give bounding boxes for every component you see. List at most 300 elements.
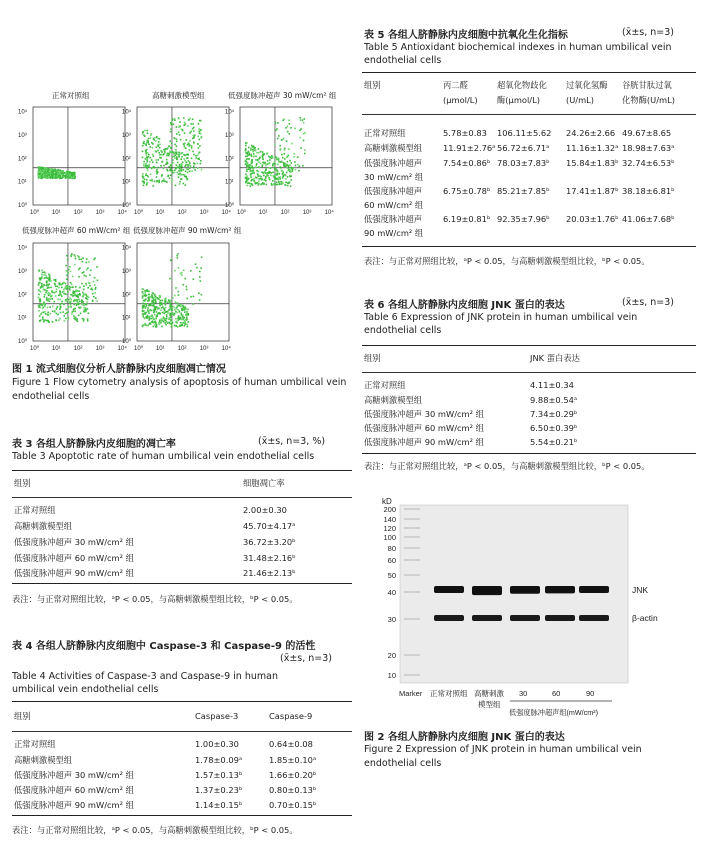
table-4-header-group: 组别 (14, 711, 31, 721)
flow-event-dot (147, 311, 149, 313)
flow-event-dot (38, 290, 40, 292)
flow-event-dot (43, 320, 45, 322)
flow-event-dot (156, 316, 158, 318)
flow-event-dot (283, 153, 285, 155)
flow-event-dot (60, 312, 62, 314)
table-5-note: 表注：与正常对照组比较，ᵃP < 0.05，与高糖刺激模型组比较，ᵇP < 0.05。 (364, 256, 650, 266)
table-5-cell-value: 41.06±7.68ᵇ (622, 214, 675, 224)
flow-event-dot (42, 272, 44, 274)
flow-event-dot (248, 168, 250, 170)
x-axis-tick-label: 10⁰ (30, 346, 40, 350)
flow-event-dot (283, 138, 285, 140)
table-6-cell-group: 正常对照组 (364, 380, 406, 390)
flow-event-dot (49, 300, 51, 302)
table-6-cell-group: 低强度脉冲超声 90 mW/cm² 组 (364, 437, 484, 447)
flow-event-dot (61, 295, 63, 297)
table-3-stat: (x̄±s, n=3, %) (258, 436, 326, 447)
flow-event-dot (38, 171, 40, 173)
flow-event-dot (151, 296, 153, 298)
flow-event-dot (59, 172, 61, 174)
flow-event-dot (249, 153, 251, 155)
flow-event-dot (191, 158, 193, 160)
flow-event-dot (286, 156, 288, 158)
flow-event-dot (168, 145, 170, 147)
flow-event-dot (56, 288, 58, 290)
flow-event-dot (92, 300, 94, 302)
flow-event-dot (181, 164, 183, 166)
flow-event-dot (142, 316, 144, 318)
flow-event-dot (171, 124, 173, 126)
flow-event-dot (256, 163, 258, 165)
y-axis-tick-label: 10³ (18, 269, 27, 275)
flow-event-dot (302, 119, 304, 121)
flow-event-dot (182, 314, 184, 316)
jnk-band (434, 586, 464, 593)
flow-event-dot (80, 306, 82, 308)
table-6-header-jnk: JNK 蛋白表达 (530, 353, 580, 363)
flow-event-dot (256, 170, 258, 172)
flow-event-dot (96, 300, 98, 302)
y-axis-tick-label: 10⁴ (122, 245, 132, 252)
band-label-beta-actin: β-actin (632, 613, 658, 623)
table-5-header: 谷胱甘肽过氧 (622, 80, 672, 90)
flow-event-dot (201, 169, 203, 171)
flow-event-dot (44, 304, 46, 306)
flow-event-dot (188, 146, 190, 148)
flow-event-dot (159, 321, 161, 323)
flow-event-dot (75, 317, 77, 319)
flow-event-dot (251, 163, 253, 165)
flow-event-dot (176, 145, 178, 147)
flow-event-dot (186, 164, 188, 166)
table-3-cell-group: 正常对照组 (14, 505, 56, 515)
table-4-title: 表 4 各组人脐静脉内皮细胞中 Caspase-3 和 Caspase-9 的活性 (12, 641, 316, 652)
flow-event-dot (189, 161, 191, 163)
flow-event-dot (166, 163, 168, 165)
flow-event-dot (199, 271, 201, 273)
flow-event-dot (166, 314, 168, 316)
flow-event-dot (184, 165, 186, 167)
flow-event-dot (55, 295, 57, 297)
table-5-cell-group: 60 mW/cm² 组 (364, 200, 424, 210)
flow-event-dot (286, 172, 288, 174)
flow-event-dot (197, 143, 199, 145)
flow-event-dot (178, 176, 180, 178)
flow-event-dot (159, 319, 161, 321)
flow-event-dot (200, 280, 202, 282)
flow-event-dot (262, 164, 264, 166)
flow-event-dot (185, 123, 187, 125)
x-axis-tick-label: 10² (280, 210, 290, 216)
flow-event-dot (288, 168, 290, 170)
table-3-header-rate: 细胞凋亡率 (243, 478, 285, 488)
flow-event-dot (78, 315, 80, 317)
flow-event-dot (265, 165, 267, 167)
flow-event-dot (279, 176, 281, 178)
flow-event-dot (74, 172, 76, 174)
flow-event-dot (282, 173, 284, 175)
flow-event-dot (277, 138, 279, 140)
flow-event-dot (294, 128, 296, 130)
table-4-cell-caspase9: 0.70±0.15ᵇ (269, 800, 317, 810)
flow-event-dot (143, 161, 145, 163)
flow-event-dot (167, 302, 169, 304)
flow-event-dot (160, 165, 162, 167)
flow-event-dot (79, 301, 81, 303)
flow-event-dot (164, 318, 166, 320)
flow-event-dot (175, 149, 177, 151)
flow-event-dot (287, 131, 289, 133)
flow-event-dot (149, 323, 151, 325)
flow-event-dot (168, 309, 170, 311)
flow-event-dot (148, 144, 150, 146)
flow-event-dot (185, 314, 187, 316)
flow-event-dot (89, 285, 91, 287)
flow-panel-frame (33, 107, 125, 205)
table-5-cell-value: 49.67±8.65 (622, 128, 672, 138)
flow-event-dot (186, 286, 188, 288)
flow-event-dot (163, 316, 165, 318)
flow-event-dot (87, 318, 89, 320)
flow-event-dot (49, 293, 51, 295)
flow-event-dot (180, 317, 182, 319)
flow-panel-frame (137, 107, 229, 205)
flow-event-dot (54, 284, 56, 286)
flow-event-dot (87, 320, 89, 322)
flow-event-dot (150, 318, 152, 320)
flow-event-dot (275, 122, 277, 124)
flow-event-dot (60, 170, 62, 172)
flow-event-dot (65, 309, 67, 311)
flow-event-dot (83, 318, 85, 320)
panel-label-lipus60: 低强度脉冲超声 60 mW/cm² 组 (22, 226, 131, 235)
flow-event-dot (178, 118, 180, 120)
flow-event-dot (169, 304, 171, 306)
flow-event-dot (149, 161, 151, 163)
figure-2-caption-en: Figure 2 Expression of JNK protein in human umbilical vein endothelial cells (364, 744, 642, 769)
flow-event-dot (273, 183, 275, 185)
flow-event-dot (180, 166, 182, 168)
flow-event-dot (159, 154, 161, 156)
flow-event-dot (281, 182, 283, 184)
jnk-band (472, 586, 502, 595)
flow-event-dot (152, 167, 154, 169)
flow-event-dot (154, 324, 156, 326)
flow-event-dot (266, 184, 268, 186)
table-5-cell-group: 低强度脉冲超声 (364, 158, 423, 168)
flow-event-dot (72, 276, 74, 278)
flow-event-dot (176, 306, 178, 308)
flow-event-dot (288, 166, 290, 168)
flow-event-dot (93, 296, 95, 298)
flow-event-dot (189, 171, 191, 173)
flow-event-dot (181, 178, 183, 180)
flow-event-dot (52, 321, 54, 323)
flow-event-dot (45, 272, 47, 274)
flow-event-dot (87, 287, 89, 289)
flow-event-dot (45, 277, 47, 279)
table-3-cell-group: 低强度脉冲超声 90 mW/cm² 组 (14, 568, 134, 578)
table-6-cell-jnk: 4.11±0.34 (530, 380, 574, 390)
flow-event-dot (263, 175, 265, 177)
y-axis-tick-label: 10⁴ (18, 245, 28, 252)
flow-event-dot (174, 313, 176, 315)
flow-event-dot (189, 118, 191, 120)
flow-event-dot (269, 171, 271, 173)
flow-event-dot (169, 150, 171, 152)
x-axis-tick-label: 10¹ (155, 210, 165, 216)
flow-event-dot (158, 180, 160, 182)
flow-event-dot (180, 158, 182, 160)
flow-event-dot (94, 257, 96, 259)
flow-event-dot (150, 303, 152, 305)
table-5-cell-group: 正常对照组 (364, 128, 406, 138)
flow-event-dot (152, 316, 154, 318)
flow-event-dot (165, 304, 167, 306)
flow-cytometry-panels (0, 85, 360, 350)
flow-event-dot (184, 176, 186, 178)
y-axis-tick-label: 10¹ (18, 315, 27, 322)
flow-event-dot (263, 155, 265, 157)
flow-event-dot (142, 295, 144, 297)
flow-event-dot (184, 307, 186, 309)
marker-weight-label: 50 (387, 571, 396, 580)
flow-event-dot (44, 167, 46, 169)
flow-event-dot (165, 301, 167, 303)
flow-event-dot (255, 166, 257, 168)
flow-event-dot (168, 166, 170, 168)
flow-event-dot (42, 169, 44, 171)
flow-event-dot (70, 306, 72, 308)
flow-event-dot (73, 304, 75, 306)
flow-event-dot (183, 158, 185, 160)
flow-event-dot (158, 144, 160, 146)
flow-event-dot (185, 139, 187, 141)
flow-event-dot (170, 303, 172, 305)
flow-event-dot (158, 182, 160, 184)
flow-event-dot (166, 155, 168, 157)
flow-event-dot (145, 324, 147, 326)
table-6-cell-jnk: 6.50±0.39ᵇ (530, 423, 578, 433)
flow-event-dot (159, 157, 161, 159)
flow-event-dot (277, 184, 279, 186)
flow-event-dot (157, 159, 159, 161)
flow-event-dot (41, 167, 43, 169)
flow-event-dot (97, 280, 99, 282)
table-5-title: 表 5 各组人脐静脉内皮细胞中抗氧化生化指标 (364, 30, 568, 41)
flow-event-dot (181, 156, 183, 158)
flow-event-dot (281, 154, 283, 156)
flow-event-dot (40, 313, 42, 315)
flow-event-dot (177, 167, 179, 169)
flow-event-dot (56, 320, 58, 322)
flow-event-dot (271, 183, 273, 185)
flow-event-dot (148, 312, 150, 314)
flow-event-dot (156, 324, 158, 326)
flow-event-dot (72, 311, 74, 313)
flow-event-dot (278, 173, 280, 175)
flow-event-dot (85, 303, 87, 305)
flow-event-dot (277, 122, 279, 124)
flow-event-dot (174, 152, 176, 154)
flow-event-dot (146, 154, 148, 156)
flow-event-dot (175, 167, 177, 169)
flow-event-dot (274, 144, 276, 146)
flow-event-dot (185, 171, 187, 173)
x-axis-tick-label: 10⁰ (30, 210, 40, 216)
lane-label-control: 正常对照组 (430, 689, 468, 698)
flow-event-dot (171, 306, 173, 308)
flow-event-dot (162, 312, 164, 314)
flow-event-dot (269, 157, 271, 159)
flow-event-dot (76, 295, 78, 297)
flow-event-dot (61, 301, 63, 303)
flow-event-dot (178, 131, 180, 133)
beta-actin-band (510, 615, 540, 621)
flow-event-dot (148, 138, 150, 140)
flow-event-dot (174, 118, 176, 120)
flow-event-dot (43, 289, 45, 291)
flow-event-dot (50, 313, 52, 315)
flow-event-dot (178, 166, 180, 168)
flow-event-dot (246, 142, 248, 144)
flow-event-dot (151, 168, 153, 170)
flow-event-dot (67, 272, 69, 274)
flow-event-dot (151, 294, 153, 296)
marker-weight-label: 40 (387, 588, 396, 597)
flow-event-dot (65, 313, 67, 315)
flow-event-dot (73, 309, 75, 311)
flow-event-dot (151, 321, 153, 323)
flow-event-dot (50, 298, 52, 300)
flow-event-dot (142, 157, 144, 159)
flow-event-dot (157, 167, 159, 169)
flow-event-dot (150, 296, 152, 298)
table-6-cell-group: 低强度脉冲超声 30 mW/cm² 组 (364, 409, 484, 419)
flow-event-dot (179, 134, 181, 136)
flow-event-dot (88, 296, 90, 298)
flow-event-dot (288, 155, 290, 157)
flow-event-dot (278, 160, 280, 162)
flow-event-dot (86, 262, 88, 264)
flow-event-dot (245, 163, 247, 165)
flow-event-dot (145, 312, 147, 314)
flow-event-dot (184, 309, 186, 311)
flow-event-dot (178, 291, 180, 293)
flow-event-dot (67, 259, 69, 261)
flow-event-dot (261, 166, 263, 168)
flow-event-dot (249, 185, 251, 187)
flow-event-dot (71, 177, 73, 179)
flow-event-dot (150, 304, 152, 306)
flow-event-dot (276, 181, 278, 183)
flow-event-dot (72, 295, 74, 297)
flow-event-dot (72, 173, 74, 175)
flow-event-dot (38, 175, 40, 177)
flow-event-dot (66, 312, 68, 314)
flow-event-dot (256, 177, 258, 179)
table-6-cell-jnk: 5.54±0.21ᵇ (530, 437, 578, 447)
flow-event-dot (152, 161, 154, 163)
table-5-header: 过氧化氢酶 (566, 80, 608, 90)
flow-event-dot (156, 311, 158, 313)
flow-event-dot (50, 287, 52, 289)
flow-event-dot (246, 185, 248, 187)
flow-event-dot (170, 122, 172, 124)
flow-event-dot (250, 175, 252, 177)
flow-event-dot (251, 159, 253, 161)
flow-event-dot (66, 278, 68, 280)
table-4-cell-caspase3: 1.00±0.30 (195, 739, 239, 749)
flow-event-dot (290, 171, 292, 173)
flow-event-dot (165, 307, 167, 309)
flow-event-dot (181, 324, 183, 326)
flow-event-dot (175, 321, 177, 323)
flow-event-dot (74, 311, 76, 313)
flow-event-dot (169, 317, 171, 319)
marker-weight-label: 200 (383, 505, 396, 514)
flow-event-dot (279, 145, 281, 147)
x-axis-tick-label: 10² (177, 346, 187, 350)
flow-event-dot (149, 315, 151, 317)
flow-event-dot (258, 180, 260, 182)
table-4-title-en: Table 4 Activities of Caspase-3 and Caspase-9 in human umbilical vein endothelial cells (12, 671, 278, 695)
flow-event-dot (151, 310, 153, 312)
flow-event-dot (142, 145, 144, 147)
flow-event-dot (142, 133, 144, 135)
flow-event-dot (255, 159, 257, 161)
flow-event-dot (94, 277, 96, 279)
flow-event-dot (147, 165, 149, 167)
flow-event-dot (156, 176, 158, 178)
flow-event-dot (163, 165, 165, 167)
flow-event-dot (159, 147, 161, 149)
flow-event-dot (173, 155, 175, 157)
flow-event-dot (57, 299, 59, 301)
flow-event-dot (48, 298, 50, 300)
flow-event-dot (39, 176, 41, 178)
flow-event-dot (63, 304, 65, 306)
flow-event-dot (146, 130, 148, 132)
flow-event-dot (162, 180, 164, 182)
flow-event-dot (180, 324, 182, 326)
flow-event-dot (247, 165, 249, 167)
flow-event-dot (171, 166, 173, 168)
flow-event-dot (177, 320, 179, 322)
flow-event-dot (52, 306, 54, 308)
flow-event-dot (187, 169, 189, 171)
flow-event-dot (74, 176, 76, 178)
x-axis-tick-label: 10¹ (51, 346, 61, 350)
flow-event-dot (172, 159, 174, 161)
flow-event-dot (159, 143, 161, 145)
flow-event-dot (279, 149, 281, 151)
flow-event-dot (274, 183, 276, 185)
flow-event-dot (74, 299, 76, 301)
flow-event-dot (246, 158, 248, 160)
flow-event-dot (187, 154, 189, 156)
flow-event-dot (199, 145, 201, 147)
flow-event-dot (257, 148, 259, 150)
flow-event-dot (40, 171, 42, 173)
flow-event-dot (176, 164, 178, 166)
x-axis-tick-label: 10² (73, 210, 83, 216)
flow-event-dot (147, 152, 149, 154)
flow-event-dot (177, 318, 179, 320)
table-6-title-en: Table 6 Expression of JNK protein in human umbilical vein endothelial cells (364, 312, 638, 336)
flow-event-dot (70, 287, 72, 289)
flow-event-dot (39, 166, 41, 168)
